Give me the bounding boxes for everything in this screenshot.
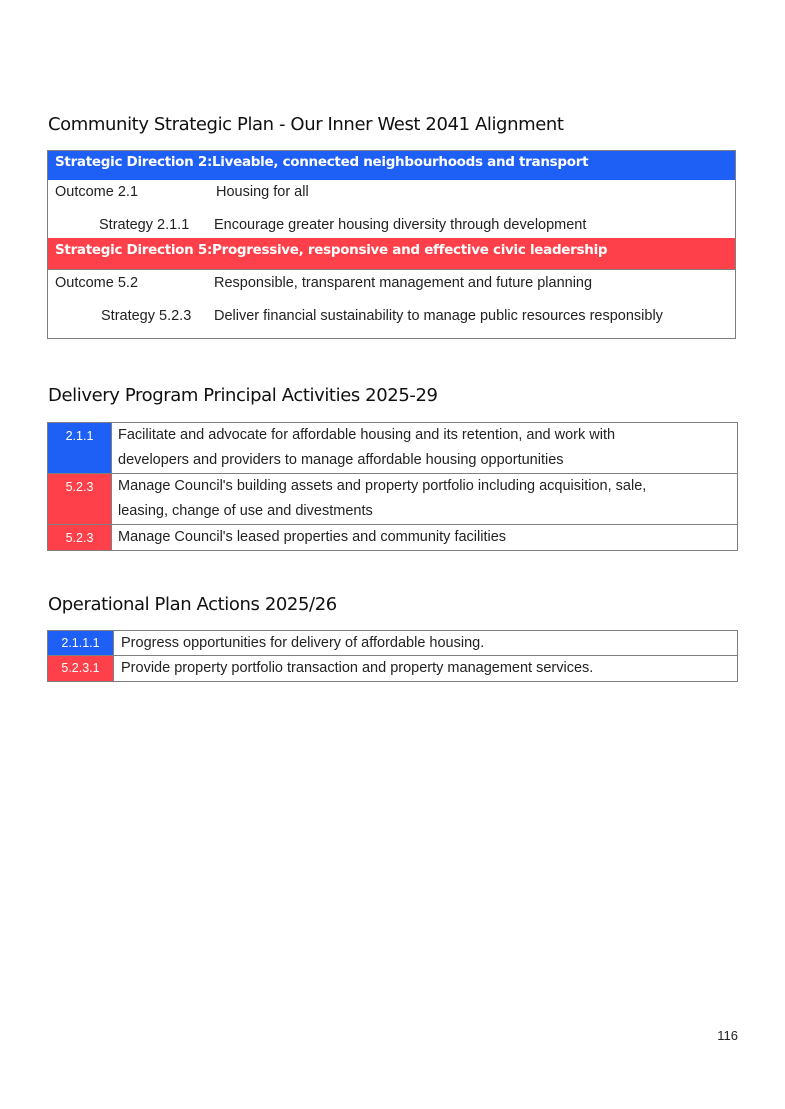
operational-plan-table (47, 630, 738, 682)
action-text: Progress opportunities for delivery of affordable housing. (121, 635, 485, 651)
operational-heading: Operational Plan Actions 2025/26 (48, 594, 337, 615)
strategy-5-2-3-text: Deliver financial sustainability to manage public resources responsibly (214, 308, 663, 324)
activity-text: Facilitate and advocate for affordable housing and its retention, and work with developers and providers to manage affordable housing opportunities (118, 427, 616, 468)
strategy-2-1-1-text: Encourage greater housing diversity through development (214, 217, 587, 233)
table-row (48, 423, 737, 474)
strategic-direction-5-title: Progressive, responsive and effective civic leadership (212, 242, 608, 258)
action-code: 2.1.1.1 (48, 631, 114, 655)
csp-alignment-table (47, 150, 736, 339)
delivery-heading: Delivery Program Principal Activities 2025-29 (48, 385, 438, 406)
activity-text: Manage Council's leased properties and community facilities (118, 529, 507, 545)
strategic-direction-5-label: Strategic Direction 5: (55, 242, 213, 258)
strategic-direction-2-label: Strategic Direction 2: (55, 154, 213, 170)
strategic-direction-5-header (48, 238, 735, 269)
outcome-5-2-label: Outcome 5.2 (55, 275, 139, 291)
activity-code: 2.1.1 (48, 423, 112, 473)
activity-code: 5.2.3 (48, 474, 112, 524)
table-row (48, 631, 737, 656)
action-code: 5.2.3.1 (48, 656, 114, 681)
table-row (48, 525, 737, 550)
page-number: 116 (717, 1028, 738, 1043)
outcome-5-2-text: Responsible, transparent management and future planning (214, 275, 593, 291)
csp-heading: Community Strategic Plan - Our Inner West 2041 Alignment (48, 114, 564, 135)
activity-text: Manage Council's building assets and property portfolio including acquisition, sale, leasing, change of use and divestments (118, 478, 647, 519)
strategic-direction-2-header (48, 151, 735, 180)
delivery-program-table (47, 422, 738, 551)
action-text: Provide property portfolio transaction and property management services. (121, 660, 594, 676)
activity-code: 5.2.3 (48, 525, 112, 550)
strategy-2-1-1-label: Strategy 2.1.1 (99, 217, 190, 233)
outcome-2-1-label: Outcome 2.1 (55, 184, 139, 200)
row-divider (48, 269, 735, 270)
outcome-2-1-text: Housing for all (216, 184, 309, 200)
table-row (48, 474, 737, 525)
strategy-5-2-3-label: Strategy 5.2.3 (101, 308, 192, 324)
strategic-direction-2-title: Liveable, connected neighbourhoods and transport (212, 154, 589, 170)
table-row (48, 656, 737, 681)
